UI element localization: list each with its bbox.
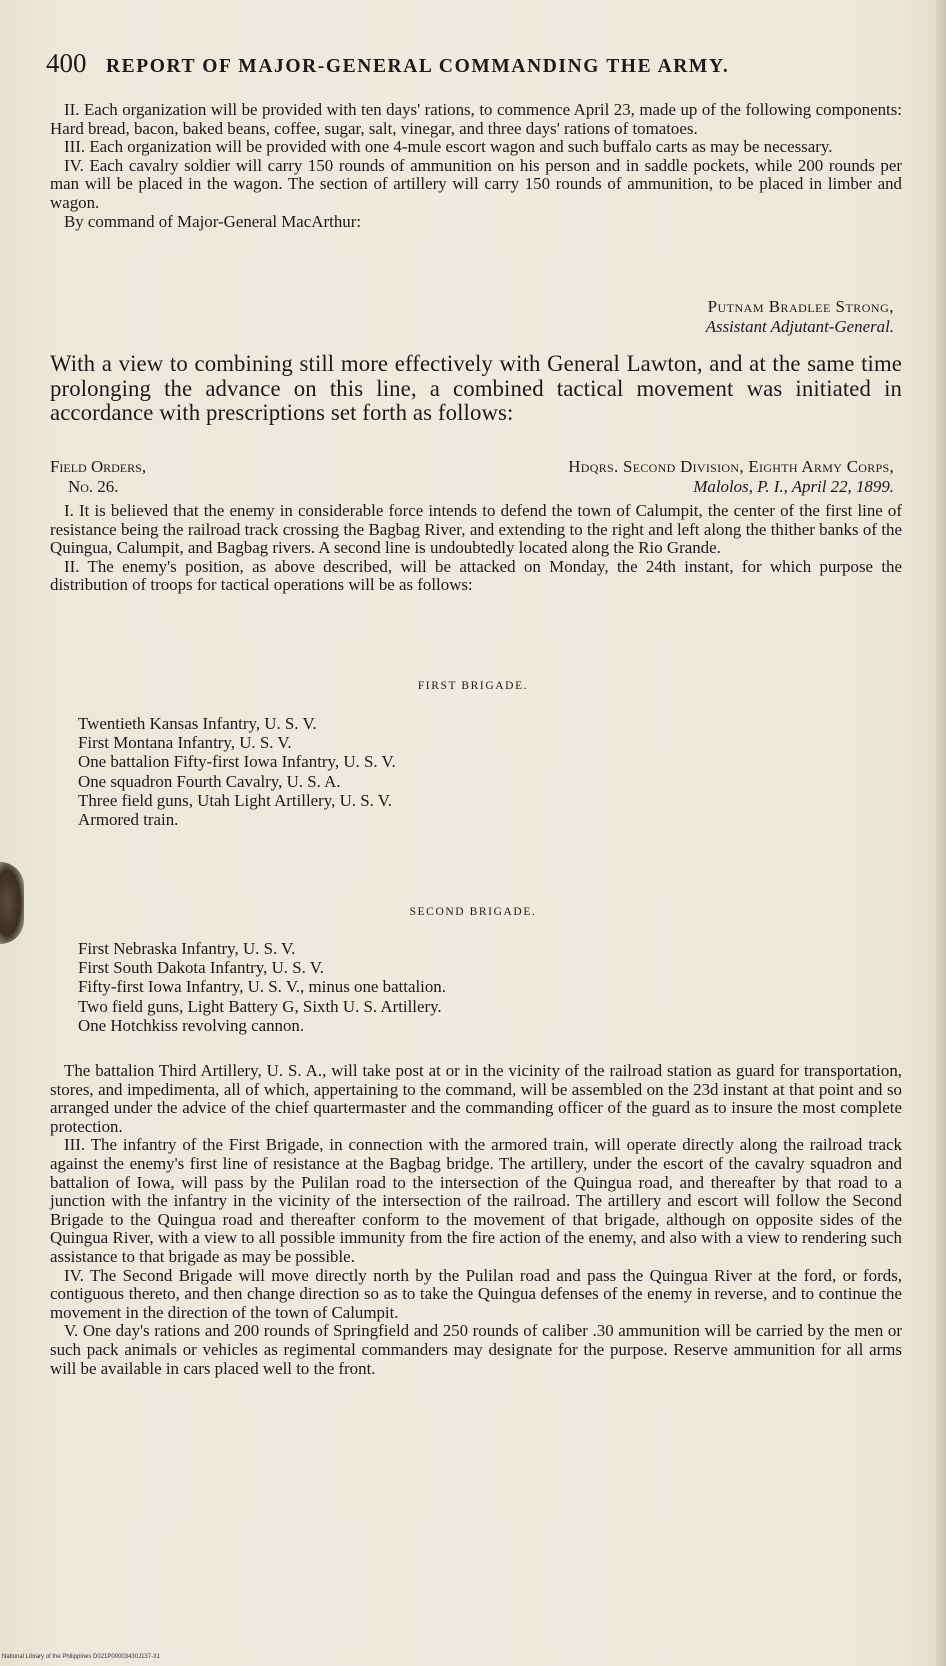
by-command-line: By command of Major-General MacArthur: (64, 211, 362, 231)
second-brigade-heading: SECOND BRIGADE. (409, 906, 537, 918)
list-item: First Montana Infantry, U. S. V. (78, 733, 292, 753)
first-brigade-list (78, 714, 396, 829)
field-orders-title: Field Orders, (50, 457, 147, 476)
order-paragraph: The battalion Third Artillery, U. S. A., will take post at or in the vicinity of the railroad station as guard for transportation, stores, and impedimenta, all of which, appertaining to the command, will be assembled on the 23d instant at that point and so arranged under the advice of the chief quartermaster and the commanding officer of the guard as to insure the most complete protection. (50, 1061, 902, 1136)
signatory-name: Putnam Bradlee Strong, (707, 297, 894, 316)
field-orders-heading (568, 457, 894, 497)
list-item: Armored train. (78, 810, 179, 830)
order-paragraph: V. One day's rations and 200 rounds of Springfield and 250 rounds of caliber .30 ammunition will be carried by the men or such pack animals or vehicles as regimental commanders may designate for the purpose. Reserve ammunition for all arms will be available in cars placed well to the front. (50, 1321, 902, 1378)
running-header (46, 48, 896, 79)
scanner-thumb-shadow (0, 862, 24, 944)
page-number: 400 (46, 48, 87, 78)
list-item: Fifty-first Iowa Infantry, U. S. V., minus one battalion. (78, 977, 446, 997)
page-edge-shadow (936, 0, 946, 1666)
list-item: Two field guns, Light Battery G, Sixth U. S. Artillery. (78, 996, 442, 1016)
order-paragraph: III. The infantry of the First Brigade, in connection with the armored train, will operate directly along the railroad track against the enemy's first line of resistance at the Bagbag bridge. The artillery, under the escort of the cavalry squadron and battalion of Iowa, will pass by the Pulilan road to the intersection of the Quingua road, and thereafter by that road to a junction with the infantry in the vicinity of the intersection of the railroad. The artillery and escort will follow the Second Brigade to the Quingua road and thereafter conform to the movement of that brigade, although on opposite sides of the Quingua River, with a view to all possible immunity from the fire action of the enemy, and also with a view to rendering such assistance to that brigade as may be possible. (50, 1135, 902, 1266)
list-item: One squadron Fourth Cavalry, U. S. A. (78, 771, 341, 791)
scan-footer-tag: National Library of the Philippines D021P00003430J137-31 (2, 1654, 160, 1660)
signature-block (706, 297, 894, 337)
lead-paragraph: With a view to combining still more effectively with General Lawton, and at the same time prolonging the advance on this line, a combined tactical movement was initiated in accordance with prescriptions set forth as follows: (50, 351, 902, 425)
list-item: Twentieth Kansas Infantry, U. S. V. (78, 714, 317, 733)
signatory-title: Assistant Adjutant-General. (705, 317, 894, 336)
order-paragraph: IV. The Second Brigade will move directly north by the Pulilan road and pass the Quingua River at the ford, or fords, contiguous thereto, and then change direction so as to take the Quingua defenses of the enemy in reverse, and to continue the movement in the direction of the town of Calumpit. (50, 1265, 902, 1322)
orders-bottom (50, 1062, 902, 1378)
order-paragraph: III. Each organization will be provided with one 4-mule escort wagon and such buffalo carts as may be necessary. (64, 137, 833, 157)
running-title: REPORT OF MAJOR-GENERAL COMMANDING THE ARMY. (105, 56, 730, 77)
list-item: First South Dakota Infantry, U. S. V. (78, 958, 325, 978)
headquarters-line: Hdqrs. Second Division, Eighth Army Corps, (568, 457, 894, 476)
orders-top (50, 101, 902, 231)
list-item: One battalion Fifty-first Iowa Infantry, U. S. V. (78, 752, 396, 772)
first-brigade-heading: FIRST BRIGADE. (417, 680, 529, 692)
second-brigade-list (78, 939, 446, 1035)
order-paragraph: II. The enemy's position, as above described, will be attacked on Monday, the 24th instant, for which purpose the distribution of troops for tactical operations will be as follows: (50, 556, 902, 595)
field-orders-label (50, 457, 146, 497)
order-paragraph: II. Each organization will be provided with ten days' rations, to commence April 23, made up of the following components: Hard bread, bacon, baked beans, coffee, sugar, salt, vinegar, and three days' rations of tomatoes. (50, 100, 902, 138)
list-item: Three field guns, Utah Light Artillery, U. S. V. (78, 790, 392, 810)
list-item: First Nebraska Infantry, U. S. V. (78, 939, 296, 958)
list-item: One Hotchkiss revolving cannon. (78, 1015, 305, 1035)
order-paragraph: I. It is believed that the enemy in considerable force intends to defend the town of Calumpit, the center of the first line of resistance being the railroad track crossing the Bagbag River, and extending to the right and left along the thither banks of the Quingua, Calumpit, and Bagbag rivers. A second line is undoubtedly located along the Rio Grande. (50, 501, 902, 558)
place-date-line: Malolos, P. I., April 22, 1899. (693, 477, 894, 496)
order-paragraph: IV. Each cavalry soldier will carry 150 rounds of ammunition on his person and in saddle pockets, while 200 rounds per man will be placed in the wagon. The section of artillery will carry 150 rounds of ammunition, to be placed in limber and wagon. (50, 155, 902, 212)
orders-main (50, 502, 902, 595)
field-orders-number: No. 26. (68, 477, 119, 496)
